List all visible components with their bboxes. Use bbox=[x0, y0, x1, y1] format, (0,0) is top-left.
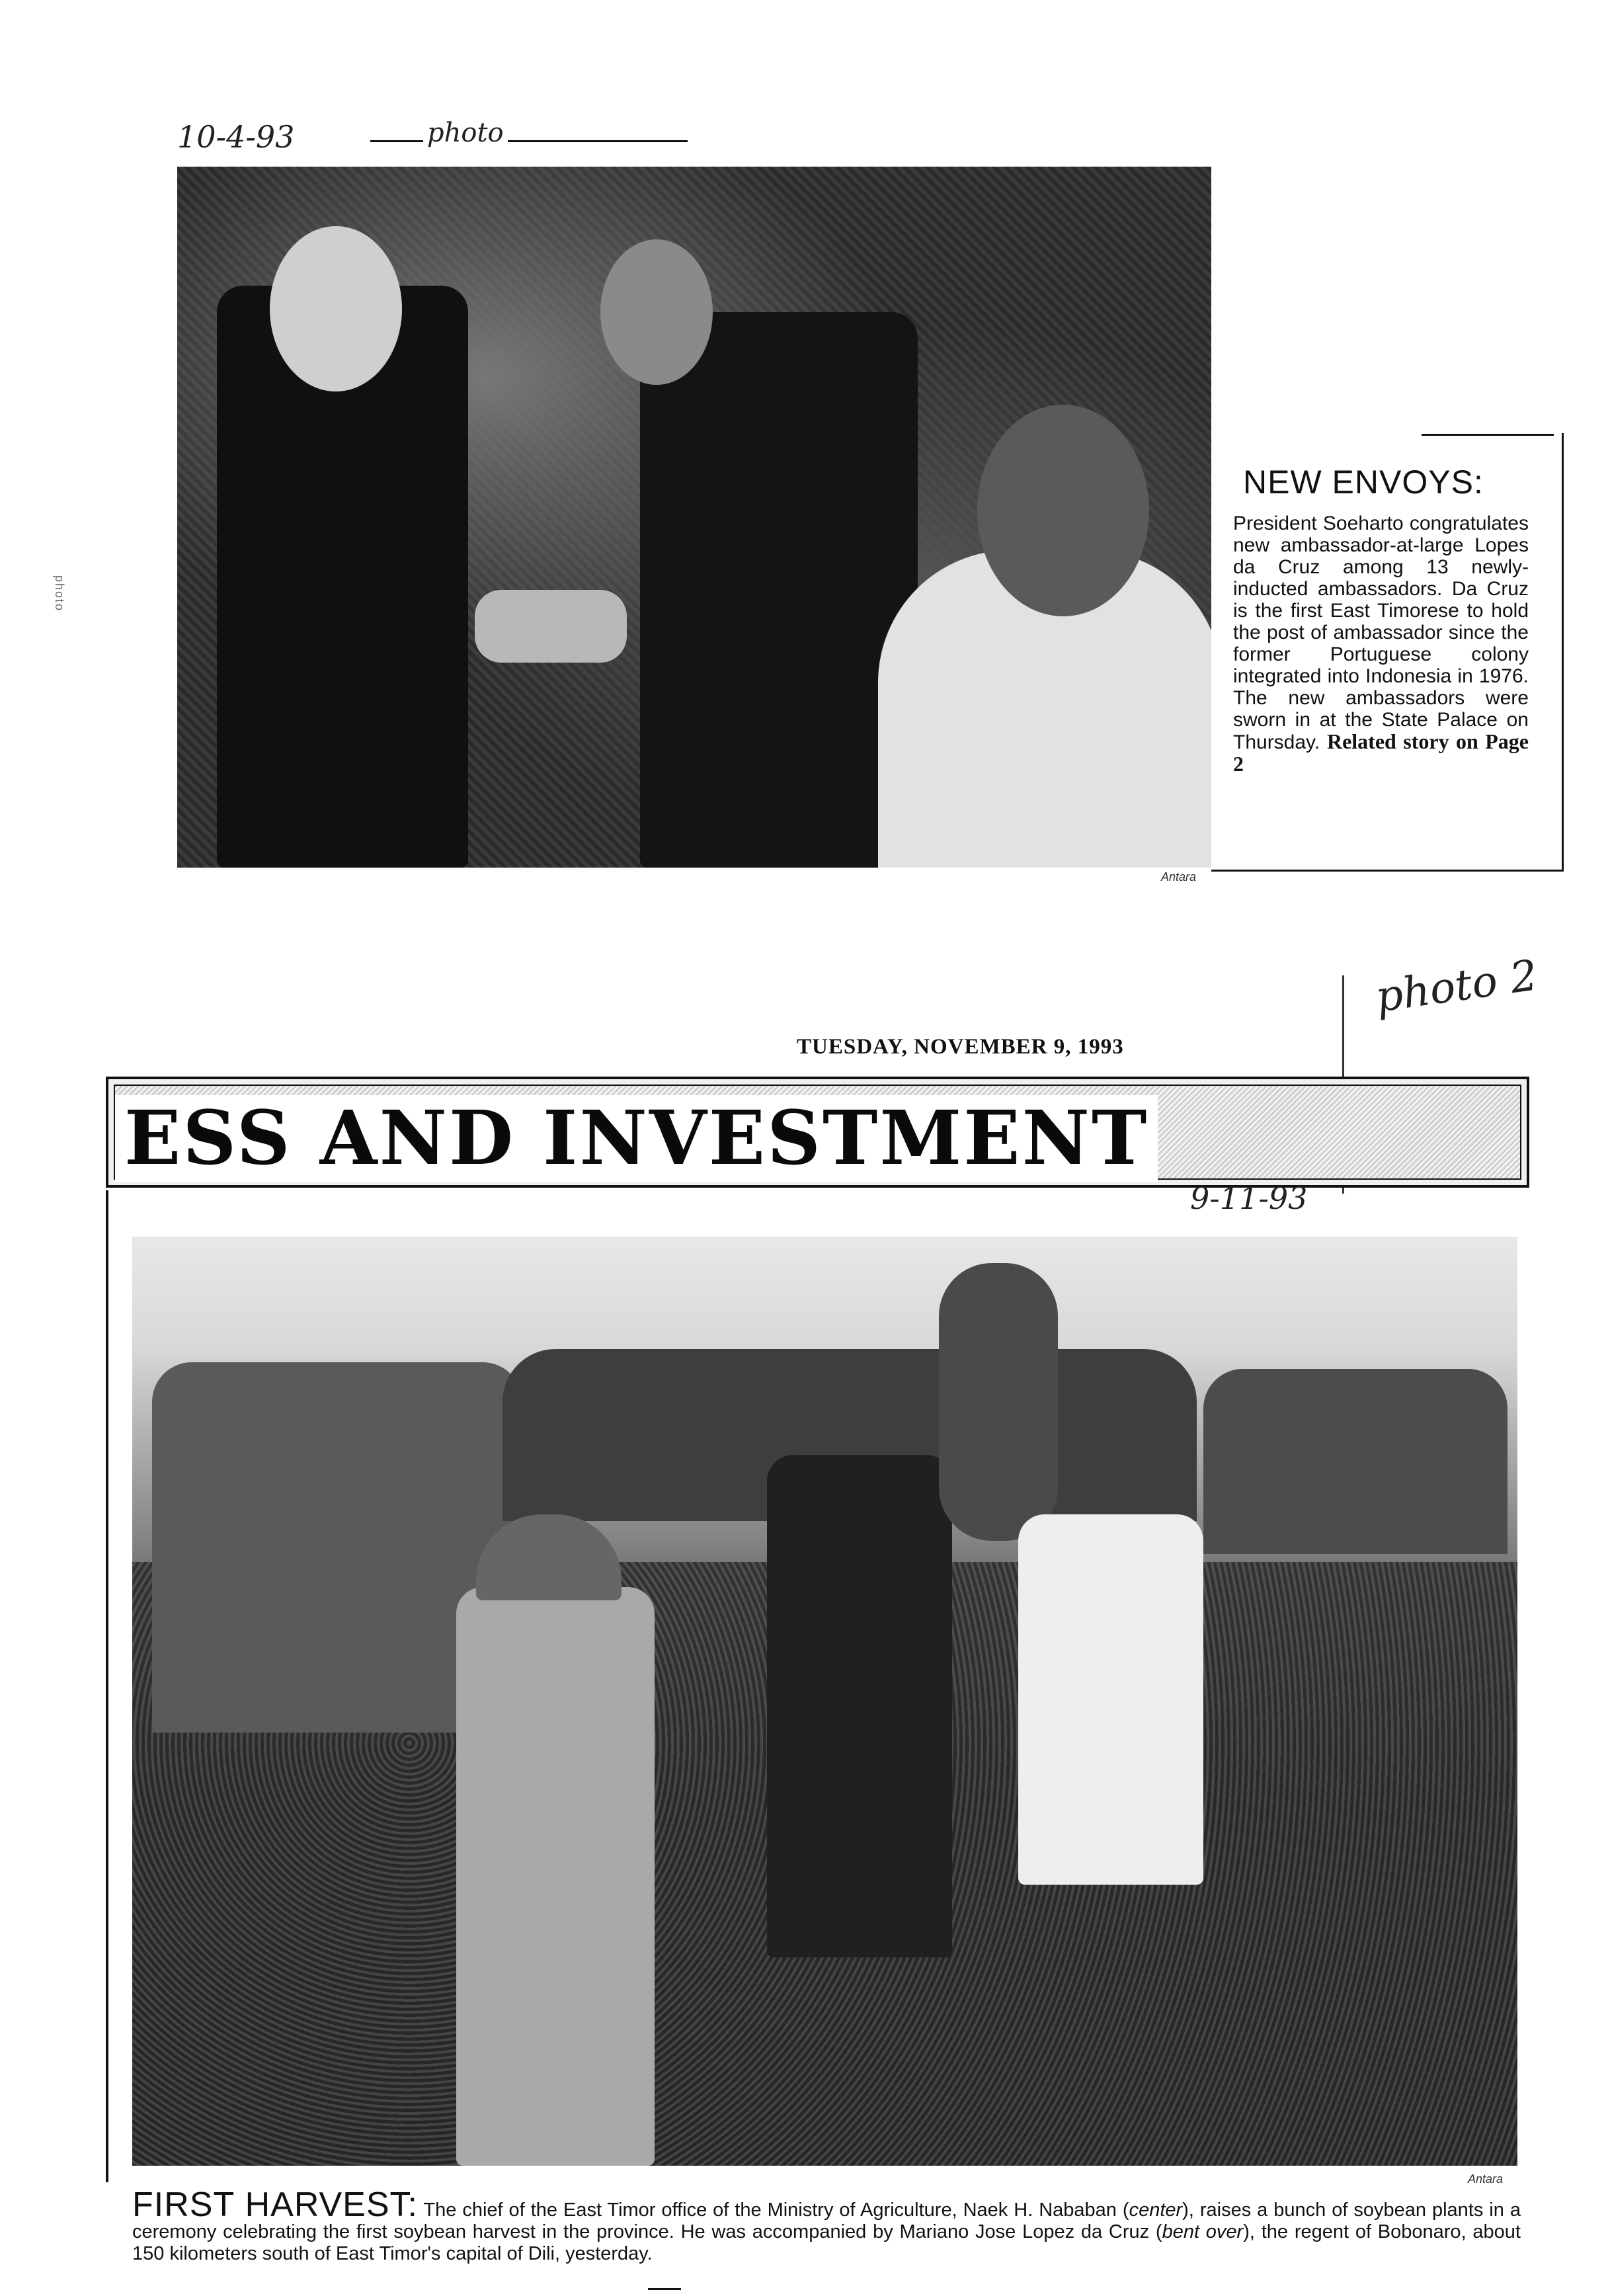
first-harvest-photo bbox=[132, 1237, 1517, 2166]
first-harvest-title: FIRST HARVEST: bbox=[132, 2186, 418, 2224]
man-foreground bbox=[456, 1587, 655, 2166]
first-harvest-body-1: The chief of the East Timor office of the Ministry of Agriculture, Naek H. Nababan ( bbox=[423, 2199, 1129, 2221]
handwritten-note-top: photo bbox=[423, 118, 508, 148]
handwritten-date-bottom: 9-11-93 bbox=[1190, 1180, 1308, 1216]
first-harvest-body-3: ), the regent of Bobonaro, about 150 kilometers south of East Timor's capital of Dili, yesterday. bbox=[132, 2221, 1521, 2264]
man-center bbox=[767, 1455, 952, 1957]
new-envoys-title: NEW ENVOYS: bbox=[1243, 464, 1484, 501]
banner-inner bbox=[114, 1085, 1521, 1180]
photo-credit-top: Antara bbox=[1161, 870, 1197, 883]
header-rule-top bbox=[370, 140, 688, 142]
related-story-link[interactable]: Related story on Page 2 bbox=[1233, 729, 1529, 776]
first-harvest-emph-1: center bbox=[1129, 2199, 1183, 2221]
new-envoys-body: President Soeharto congratulates new ambassador-at-large Lopes da Cruz among 13 newly-inducted ambassadors. Da Cruz is the first East Timorese to hold the post of ambassador since the former Portuguese colony integrated into Indonesia in 1976. The new ambassadors were sworn in at the State Palace on Thursday. bbox=[1233, 512, 1529, 753]
bottom-photo-left-rule bbox=[106, 1190, 108, 2182]
footer-rule bbox=[648, 2288, 681, 2290]
face-right bbox=[977, 405, 1149, 616]
handshake bbox=[475, 590, 627, 663]
photo-credit-bottom: Antara bbox=[1468, 2172, 1504, 2186]
first-harvest-emph-2: bent over bbox=[1162, 2221, 1244, 2242]
margin-note: photo bbox=[53, 575, 66, 612]
new-envoys-photo bbox=[177, 167, 1211, 868]
face-left bbox=[270, 226, 402, 391]
figure-center bbox=[640, 312, 918, 868]
dateline: TUESDAY, NOVEMBER 9, 1993 bbox=[797, 1035, 1124, 1059]
man-white-shirt bbox=[1018, 1514, 1203, 1885]
handwritten-date-top: 10-4-93 bbox=[177, 119, 295, 155]
new-envoys-caption bbox=[1233, 512, 1529, 776]
section-banner bbox=[106, 1077, 1529, 1188]
crowd-right bbox=[1203, 1369, 1508, 1554]
first-harvest-body-2: ), raises a bunch of soybean plants in a ceremony celebrating the first soybean harvest in the province. He was accompanied by Mariano Jose Lopez da Cruz ( bbox=[132, 2199, 1521, 2242]
handwritten-note-bottom: photo 2 bbox=[1373, 951, 1541, 1022]
soybean-bunch bbox=[939, 1263, 1058, 1541]
first-harvest-caption bbox=[132, 2186, 1521, 2265]
section-banner-title: ESS AND INVESTMENT bbox=[115, 1095, 1158, 1182]
face-center bbox=[600, 239, 713, 385]
